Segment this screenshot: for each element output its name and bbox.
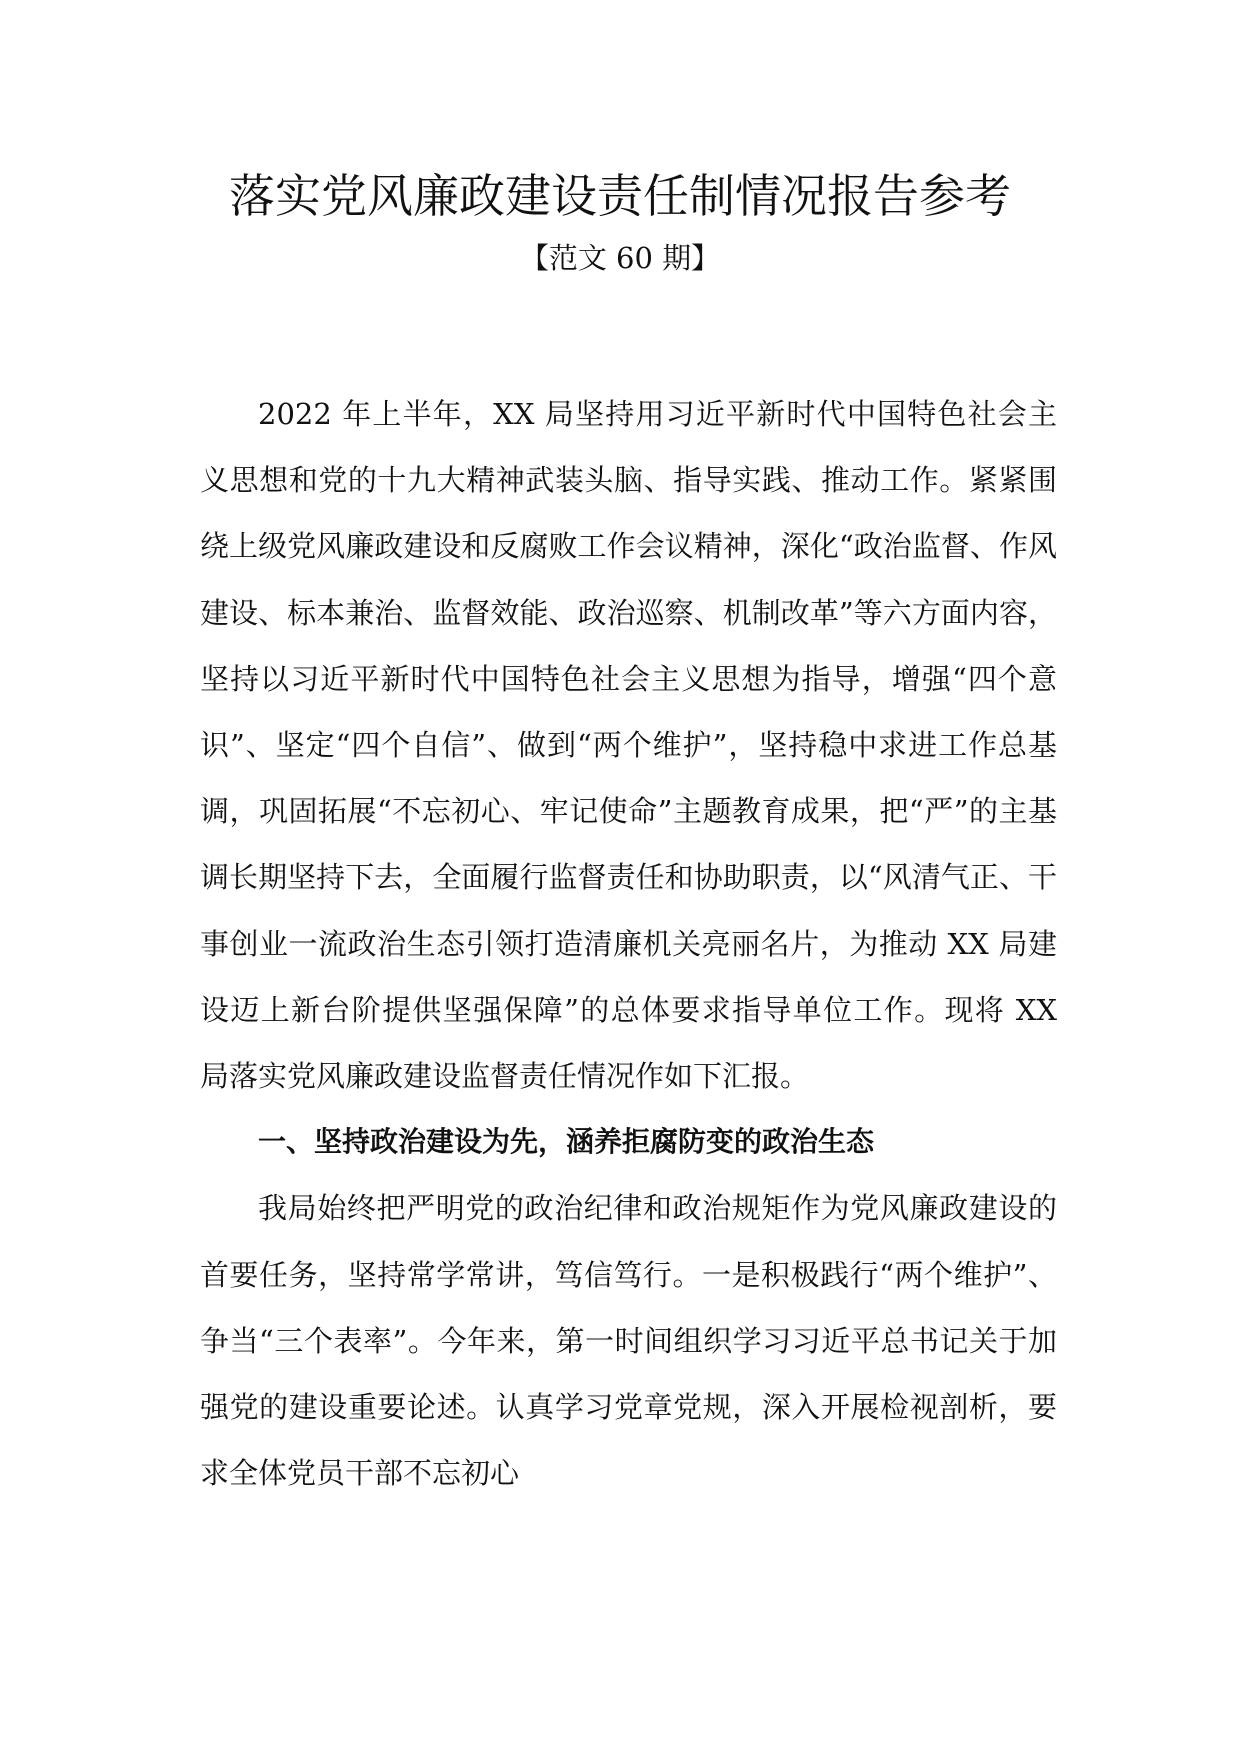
section-paragraph: 我局始终把严明党的政治纪律和政治规矩作为党风廉政建设的首要任务，坚持常学常讲，笃信笃行。一是积极践行“两个维护”、争当“三个表率”。今年来，第一时间组织学习习近平总书记关于加强党的建设重要论述。认真学习党章党规，深入开展检视剖析，要求全体党员干部不忘初心: [200, 1191, 1057, 1491]
section-heading: 一、坚持政治建设为先，涵养拒腐防变的政治生态: [258, 1125, 875, 1159]
document-subtitle: 【范文 60 期】: [519, 241, 721, 275]
document-body: [200, 381, 1057, 1506]
document-title: 落实党风廉政建设责任制情况报告参考: [229, 169, 1011, 223]
intro-paragraph: 2022 年上半年，XX 局坚持用习近平新时代中国特色社会主义思想和党的十九大精神武装头脑、指导实践、推动工作。紧紧围绕上级党风廉政建设和反腐败工作会议精神，深化“政治监督、作风建设、标本兼治、监督效能、政治巡察、机制改革”等六方面内容，坚持以习近平新时代中国特色社会主义思想为指导，增强“四个意识”、坚定“四个自信”、做到“两个维护”，坚持稳中求进工作总基调，巩固拓展“不忘初心、牢记使命”主题教育成果，把“严”的主基调长期坚持下去，全面履行监督责任和协助职责，以“风清气正、干事创业一流政治生态引领打造清廉机关亮丽名片，为推动 XX 局建设迈上新台阶提供坚强保障”的总体要求指导单位工作。现将 XX 局落实党风廉政建设监督责任情况作如下汇报。: [200, 397, 1057, 1094]
